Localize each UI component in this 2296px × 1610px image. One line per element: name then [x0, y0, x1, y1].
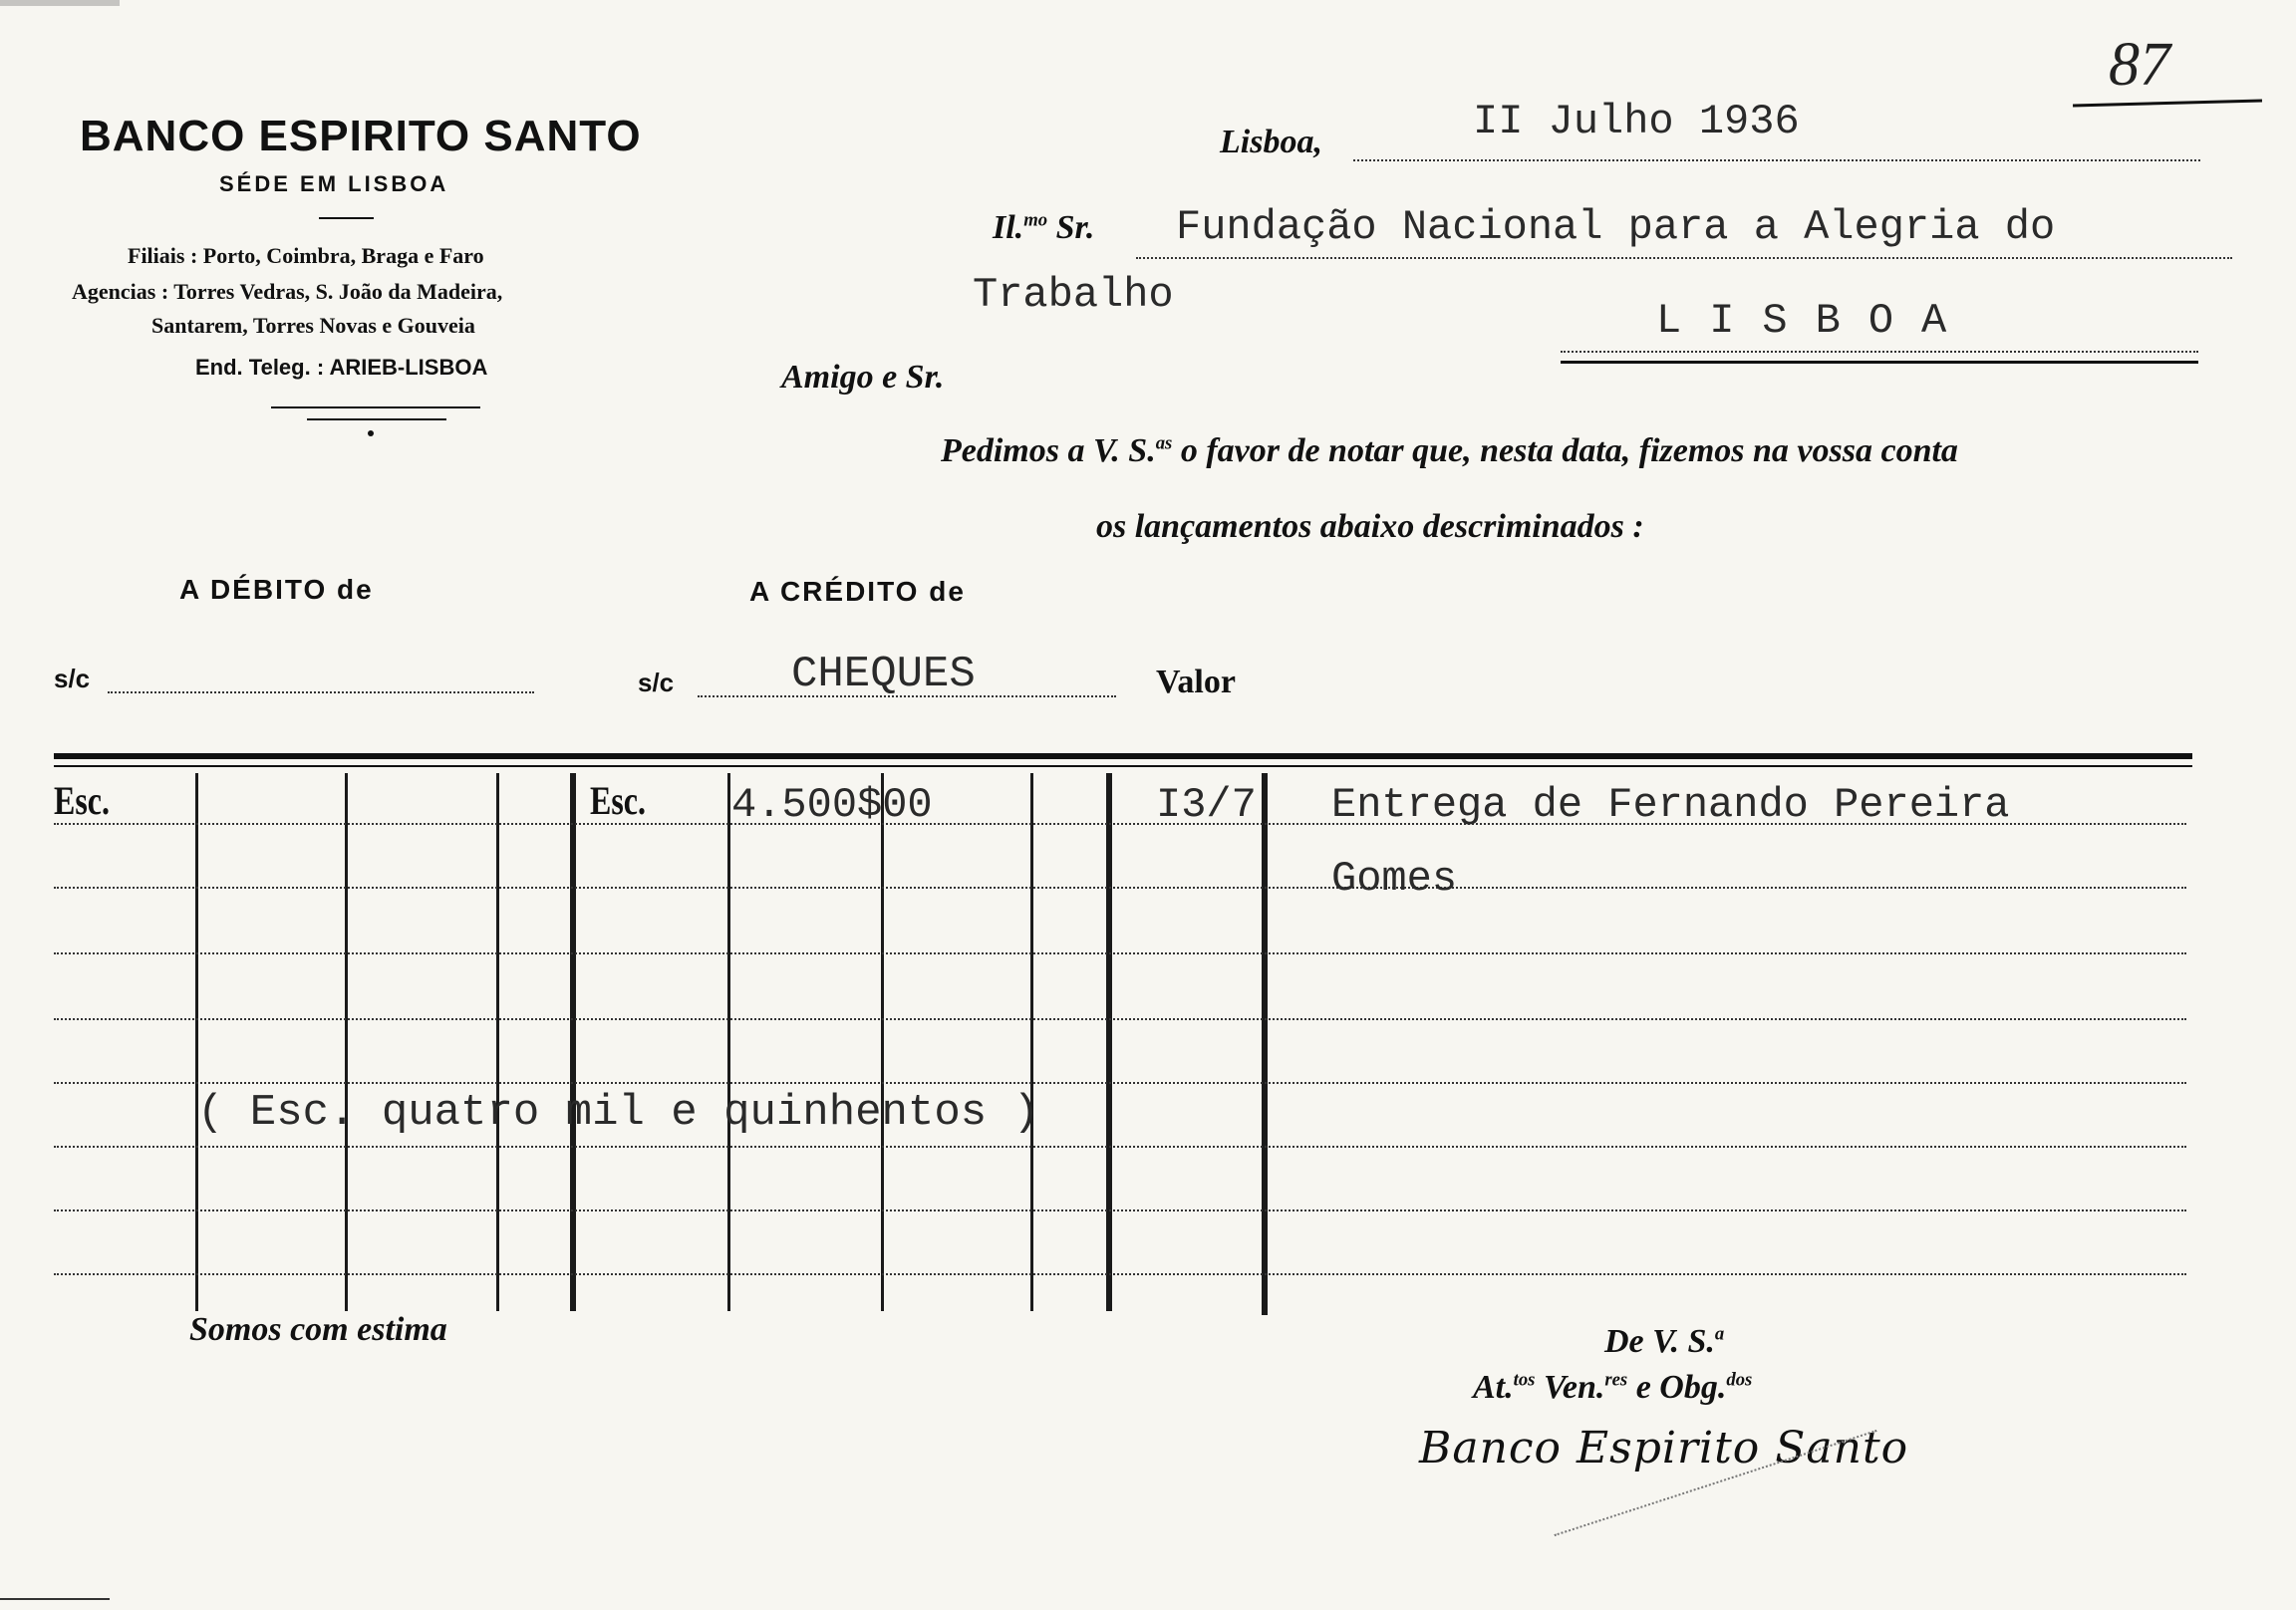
- paper-scratch: [0, 0, 120, 6]
- credit-title: A CRÉDITO de: [749, 576, 966, 607]
- addressee-line1: Fundação Nacional para a Alegria do: [1176, 203, 2056, 251]
- ledger-row-line: [54, 1146, 2186, 1148]
- value-date: I3/7: [1156, 781, 1257, 829]
- addressee-label-end: Sr.: [1047, 209, 1095, 246]
- column-divider: [1262, 773, 1268, 1315]
- debit-title: A DÉBITO de: [179, 574, 374, 605]
- credit-amount: 4.500$00: [731, 781, 933, 829]
- header-divider: [271, 406, 480, 408]
- table-top-rule-thin: [54, 765, 2192, 767]
- handwritten-number: 87: [2109, 31, 2170, 99]
- entry-description-line1: Entrega de Fernando Pereira: [1331, 781, 2010, 829]
- amount-in-words: ( Esc. quatro mil e quinhentos ): [197, 1088, 1039, 1138]
- greeting: Amigo e Sr.: [781, 359, 945, 396]
- body-line1-sup: as: [1155, 432, 1173, 454]
- addressee-dotted-line: [1136, 257, 2232, 259]
- signature-line1: [1604, 1323, 1724, 1361]
- bank-telegraph: End. Teleg. : ARIEB-LISBOA: [195, 355, 488, 380]
- header-divider: [319, 217, 374, 219]
- valor-label: Valor: [1156, 664, 1236, 700]
- signature-line2-b: Ven.: [1535, 1369, 1605, 1406]
- paper-edge-mark: [0, 1598, 110, 1600]
- addressee-label-main: Il.: [993, 209, 1024, 246]
- column-divider: [570, 773, 576, 1311]
- addressee-city: LISBOA: [1656, 297, 1975, 345]
- body-line1: [941, 432, 1958, 470]
- city-label: Lisboa,: [1220, 124, 1322, 160]
- bank-agencies-continued: Santarem, Torres Novas e Gouveia: [151, 313, 475, 338]
- column-divider: [496, 773, 499, 1311]
- ledger-row-line: [54, 1018, 2186, 1020]
- body-line1-a: Pedimos a V. S.: [941, 432, 1156, 469]
- city-dotted-line: [1561, 351, 2198, 353]
- signature-line2-a: At.: [1473, 1369, 1514, 1406]
- bank-branches: Filiais : Porto, Coimbra, Braga e Faro: [128, 243, 484, 268]
- table-top-rule: [54, 753, 2192, 759]
- addressee-label-sup: mo: [1023, 209, 1048, 231]
- debit-account-dotted-line: [108, 691, 534, 693]
- column-divider: [195, 773, 198, 1311]
- column-divider: [1030, 773, 1033, 1311]
- column-divider: [727, 773, 730, 1311]
- credit-account-value: CHEQUES: [791, 650, 976, 699]
- body-line1-b: o favor de notar que, nesta data, fizemos na vossa conta: [1172, 432, 1958, 469]
- column-divider: [345, 773, 348, 1311]
- signature-line2-sup2: res: [1604, 1369, 1628, 1391]
- bank-name: BANCO ESPIRITO SANTO: [80, 112, 642, 160]
- closing-phrase: Somos com estima: [189, 1311, 447, 1348]
- bank-agencies: Agencias : Torres Vedras, S. João da Madeira,: [72, 279, 503, 304]
- ledger-row-line: [54, 1209, 2186, 1211]
- signature-line1-sup: a: [1714, 1323, 1725, 1345]
- ledger-row-line: [54, 1082, 2186, 1084]
- credit-account-label: s/c: [638, 668, 675, 697]
- debit-currency-label: Esc.: [54, 778, 110, 823]
- header-dot: [368, 430, 374, 436]
- letter-date: II Julho 1936: [1473, 98, 1800, 145]
- ledger-row-line: [54, 887, 2186, 889]
- signature-line1-a: De V. S.: [1604, 1323, 1715, 1360]
- column-divider: [1106, 773, 1112, 1311]
- body-line2: os lançamentos abaixo descriminados :: [1096, 508, 1644, 545]
- entry-description-line2: Gomes: [1331, 855, 1458, 903]
- addressee-label: [993, 209, 1094, 247]
- credit-currency-label: Esc.: [590, 778, 646, 823]
- bank-seat: SÉDE EM LISBOA: [219, 171, 449, 196]
- signature-line2-c: e Obg.: [1627, 1369, 1727, 1406]
- debit-account-label: s/c: [54, 664, 91, 693]
- header-divider: [307, 418, 446, 420]
- addressee-line2: Trabalho: [973, 271, 1174, 319]
- signature-line2-sup3: dos: [1726, 1369, 1753, 1391]
- bank-signature-script: Banco Espirito Santo: [1419, 1423, 1909, 1474]
- city-underline: [1561, 361, 2198, 364]
- ledger-row-line: [54, 1273, 2186, 1275]
- signature-line2: [1473, 1369, 1752, 1407]
- date-dotted-line: [1353, 159, 2200, 161]
- ledger-row-line: [54, 952, 2186, 954]
- signature-line2-sup1: tos: [1513, 1369, 1536, 1391]
- column-divider: [881, 773, 884, 1311]
